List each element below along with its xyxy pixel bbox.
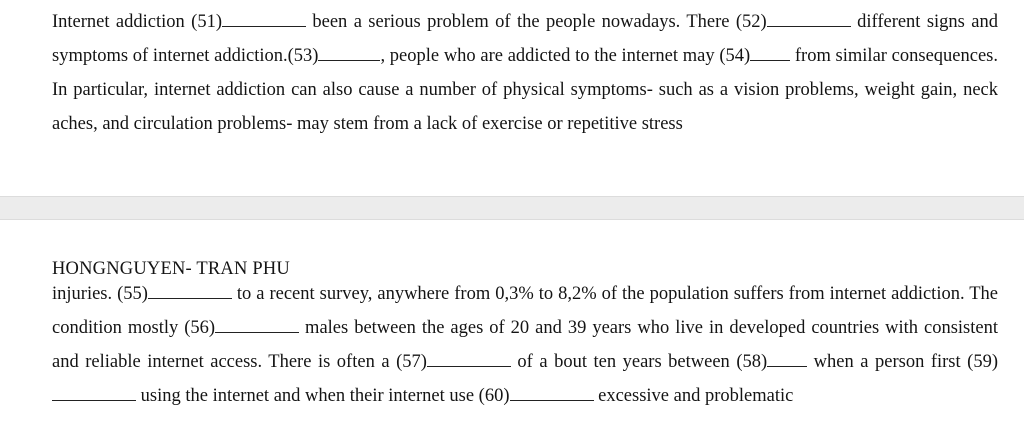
answer-blank-53 xyxy=(318,59,380,61)
answer-blank-54 xyxy=(750,59,790,61)
text-segment: different signs and symptoms of internet addiction.(53) xyxy=(52,12,998,66)
text-segment: , people who are addicted to the internet may (54) xyxy=(380,46,751,66)
answer-blank-56 xyxy=(215,331,299,333)
answer-blank-55 xyxy=(148,297,232,299)
answer-blank-58 xyxy=(767,365,807,367)
text-segment: using the internet and when their internet use (60) xyxy=(136,386,510,406)
text-segment: excessive and problematic xyxy=(593,386,794,406)
answer-blank-57 xyxy=(427,365,511,367)
exercise-paragraph-2 xyxy=(52,277,998,413)
exercise-paragraph-1 xyxy=(52,5,998,141)
answer-blank-60 xyxy=(510,399,594,401)
answer-blank-59 xyxy=(52,399,136,401)
text-segment: injuries. (55) xyxy=(52,284,148,304)
text-segment: of a bout ten years between (58) xyxy=(510,352,768,372)
text-segment: Internet addiction (51) xyxy=(52,12,222,32)
page-separator xyxy=(0,196,1024,220)
text-segment: been a serious problem of the people nowadays. There (52) xyxy=(305,12,767,32)
text-segment: from similar consequences. In particular, internet addiction can also cause a number of physical symptoms- such as a vision problems, weight gain, neck aches, and circulation problems- may stem from a lack of exercise or repetitive stress xyxy=(52,46,998,134)
answer-blank-51 xyxy=(222,25,306,27)
text-segment: to a recent survey, anywhere from 0,3% to 8,2% of the population suffers from internet addiction. The condition mostly (56) xyxy=(52,284,998,338)
document-page-top xyxy=(0,0,1024,196)
text-segment: males between the ages of 20 and 39 years who live in developed countries with consistent and reliable internet access. There is often a (57) xyxy=(52,318,999,372)
section-header: HONGNGUYEN- TRAN PHU xyxy=(52,259,290,279)
text-segment: when a person first (59) xyxy=(807,352,998,372)
answer-blank-52 xyxy=(767,25,851,27)
